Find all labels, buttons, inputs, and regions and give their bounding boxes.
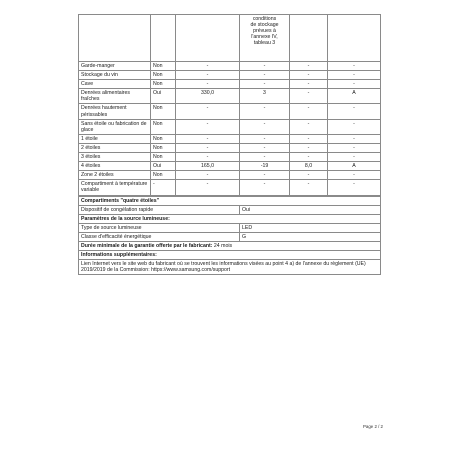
compartment-present-cell: Non [151,71,176,80]
light-type-value: LED [240,223,381,232]
compartment-present-cell: - [151,180,176,195]
compartment-volume-cell: - [176,104,240,119]
compartment-name-cell: Denrées hautement périssables [79,104,151,119]
compartment-energy-cell: - [290,89,328,104]
compartment-energy-cell: - [290,180,328,195]
compartment-class-cell: - [328,104,381,119]
compartment-name-cell: 2 étoiles [79,143,151,152]
compartment-temp-cell: - [240,104,290,119]
compartment-name-cell: Compartiment à température variable [79,180,151,195]
compartment-volume-cell: 165,0 [176,162,240,171]
compartment-present-cell: Non [151,143,176,152]
warranty-label: Durée minimale de la garantie offerte par le fabricant: [81,242,213,249]
four-star-title: Compartiments "quatre étoiles" [79,196,381,205]
compartment-temp-cell: - [240,180,290,195]
compartment-temp-cell: - [240,171,290,180]
compartment-class-cell: - [328,143,381,152]
light-type-label: Type de source lumineuse [79,223,240,232]
light-class-label: Classe d'efficacité énergétique [79,232,240,241]
compartment-table [78,14,381,196]
compartment-class-cell: - [328,134,381,143]
compartment-name-cell: Zone 2 étoiles [79,171,151,180]
compartment-name-cell: 1 étoile [79,134,151,143]
compartment-present-cell: Oui [151,89,176,104]
compartment-name-cell: Sans étoile ou fabrication de glace [79,119,151,134]
compartment-energy-cell: - [290,80,328,89]
compartment-row [79,71,381,80]
compartment-energy-cell: - [290,153,328,162]
compartment-temp-cell: - [240,80,290,89]
compartment-energy-cell: 8,0 [290,162,328,171]
compartment-name-cell: 4 étoiles [79,162,151,171]
compartment-row [79,143,381,152]
header-row [79,15,381,62]
compartment-present-cell: Non [151,62,176,71]
compartment-row [79,171,381,180]
compartment-present-cell: Non [151,153,176,162]
compartment-name-cell: Denrées alimentaires fraîches [79,89,151,104]
compartment-energy-cell: - [290,134,328,143]
compartment-present-cell: Non [151,104,176,119]
compartment-temp-cell: - [240,119,290,134]
compartment-energy-cell: - [290,119,328,134]
page-number: Page 2 / 2 [362,424,383,429]
four-star-section [78,196,381,276]
compartment-class-cell: - [328,71,381,80]
compartment-name-cell: Cave [79,80,151,89]
info-title: Informations supplémentaires: [79,251,381,260]
compartment-volume-cell: - [176,62,240,71]
compartment-class-cell: - [328,119,381,134]
compartment-row [79,119,381,134]
compartment-class-cell: A [328,162,381,171]
compartment-volume-cell: - [176,180,240,195]
compartment-temp-cell: - [240,134,290,143]
storage-conditions-note: conditions de stockage prévues à l'annexe IV, tableau 3 [240,15,290,62]
compartment-row [79,89,381,104]
compartment-present-cell: Non [151,119,176,134]
compartment-name-cell: 3 étoiles [79,153,151,162]
compartment-volume-cell: - [176,134,240,143]
compartment-present-cell: Non [151,171,176,180]
compartment-energy-cell: - [290,104,328,119]
compartment-volume-cell: - [176,71,240,80]
compartment-volume-cell: 330,0 [176,89,240,104]
product-sheet [78,14,380,275]
compartment-class-cell: - [328,62,381,71]
compartment-row [79,162,381,171]
compartment-row [79,104,381,119]
compartment-volume-cell: - [176,171,240,180]
compartment-row [79,134,381,143]
compartment-present-cell: Non [151,80,176,89]
info-text: Lien Internet vers le site web du fabricant où se trouvent les informations visées au point 4 a) de l'annexe du règlement (UE) 2019/2019 de la Commission: https://www.samsung.com/support [79,260,381,275]
compartment-class-cell: - [328,80,381,89]
compartment-energy-cell: - [290,62,328,71]
compartment-name-cell: Garde-manger [79,62,151,71]
compartment-present-cell: Non [151,134,176,143]
compartment-temp-cell: 3 [240,89,290,104]
compartment-temp-cell: - [240,62,290,71]
light-title: Paramètres de la source lumineuse: [79,214,381,223]
light-class-value: G [240,232,381,241]
compartment-row [79,62,381,71]
quick-freeze-value: Oui [240,205,381,214]
compartment-volume-cell: - [176,153,240,162]
compartment-volume-cell: - [176,143,240,152]
warranty-value: 24 mois [213,242,233,249]
compartment-volume-cell: - [176,119,240,134]
compartment-volume-cell: - [176,80,240,89]
compartment-row [79,153,381,162]
compartment-class-cell: - [328,171,381,180]
compartment-energy-cell: - [290,171,328,180]
compartment-energy-cell: - [290,143,328,152]
quick-freeze-label: Dispositif de congélation rapide [79,205,240,214]
compartment-name-cell: Stockage du vin [79,71,151,80]
compartment-present-cell: Oui [151,162,176,171]
compartment-temp-cell: - [240,71,290,80]
compartment-temp-cell: - [240,153,290,162]
compartment-row [79,80,381,89]
compartment-temp-cell: - [240,143,290,152]
compartment-row [79,180,381,195]
compartment-class-cell: - [328,180,381,195]
warranty-row [79,241,381,250]
compartment-energy-cell: - [290,71,328,80]
compartment-temp-cell: -19 [240,162,290,171]
compartment-class-cell: - [328,153,381,162]
compartment-class-cell: A [328,89,381,104]
